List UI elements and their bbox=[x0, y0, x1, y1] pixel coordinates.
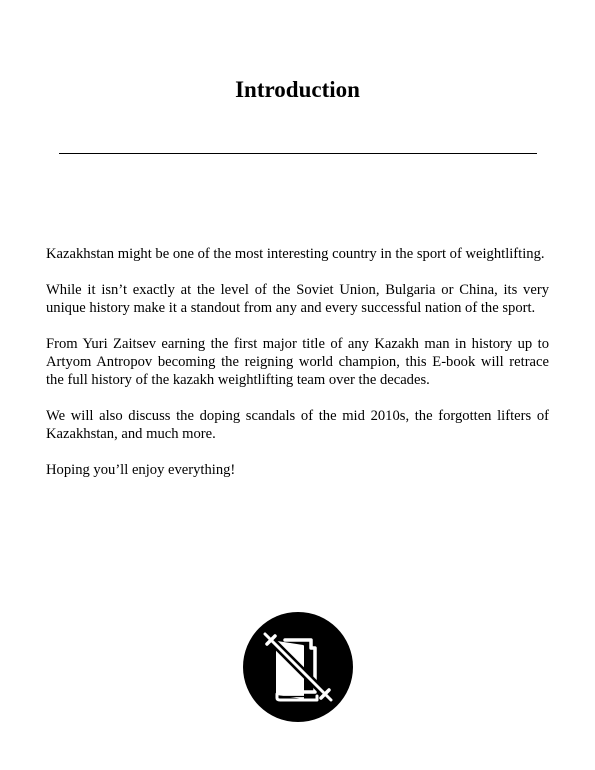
paragraph-1: Kazakhstan might be one of the most interesting country in the sport of weightlifting. bbox=[46, 246, 545, 262]
introduction-body bbox=[46, 245, 549, 497]
paragraph-4: We will also discuss the doping scandals of the mid 2010s, the forgotten lifters of Kazakhstan, and much more. bbox=[46, 408, 549, 442]
page-title: Introduction bbox=[235, 77, 360, 102]
book-with-barbell-icon bbox=[243, 612, 353, 722]
paragraph-2: While it isn’t exactly at the level of the Soviet Union, Bulgaria or China, its very unique history make it a standout from any and every successful nation of the sport. bbox=[46, 282, 549, 316]
paragraph-3: From Yuri Zaitsev earning the first major title of any Kazakh man in history up to Artyom Antropov becoming the reigning world champion, this E-book will retrace the full history of the kazakh weightlifting team over the decades. bbox=[46, 336, 549, 388]
title-divider bbox=[59, 153, 537, 154]
paragraph-5: Hoping you’ll enjoy everything! bbox=[46, 462, 236, 478]
